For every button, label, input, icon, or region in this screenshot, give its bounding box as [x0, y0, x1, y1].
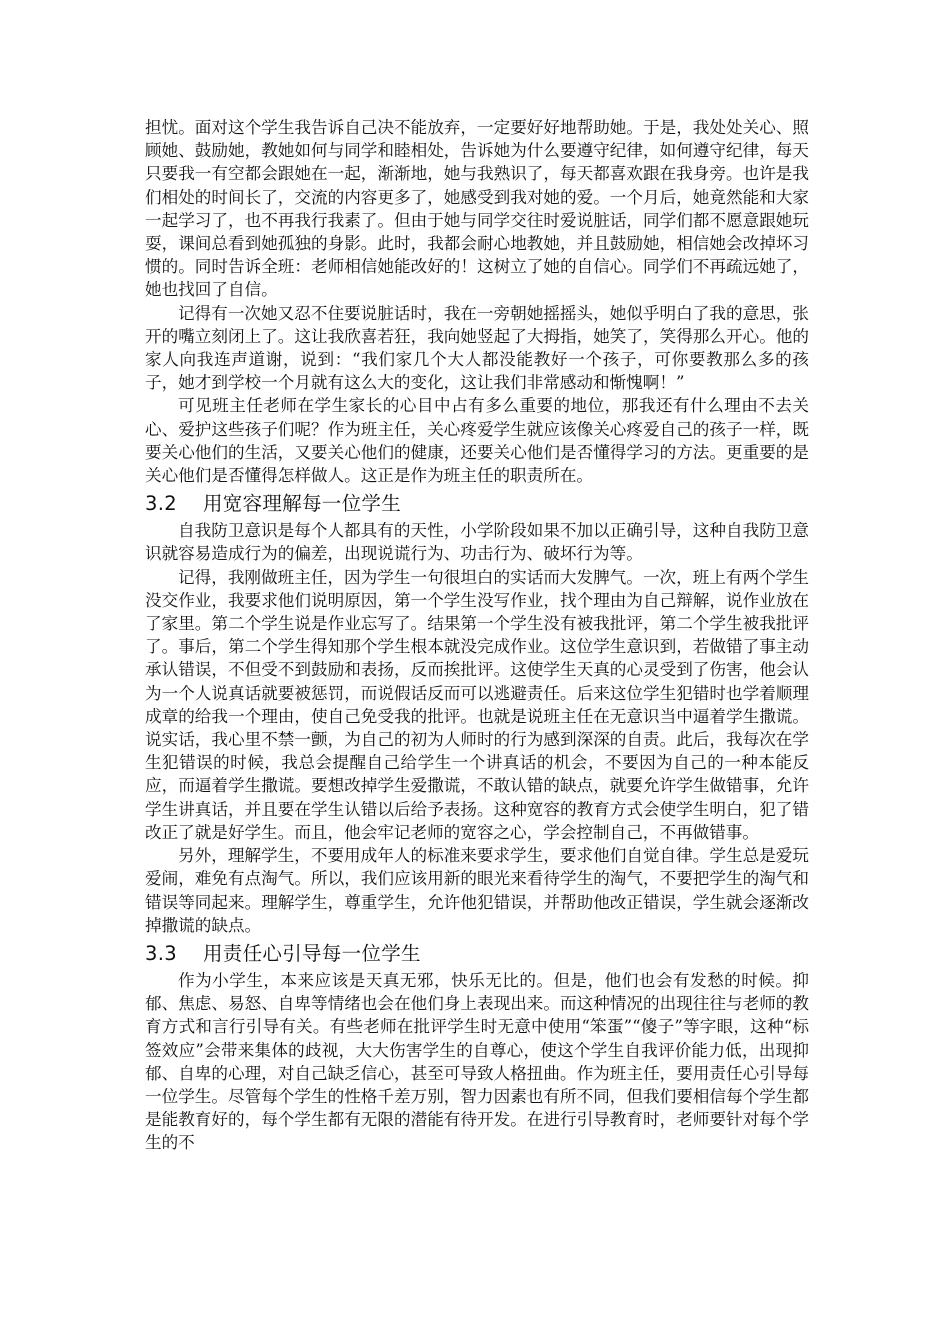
body-paragraph: 自我防卫意识是每个人都具有的天性，小学阶段如果不加以正确引导，这种自我防卫意识就容易造成行为的偏差，出现说谎行为、功击行为、破坏行为等。: [145, 521, 809, 564]
body-paragraph: 另外，理解学生，不要用成年人的标准来要求学生，要求他们自觉自律。学生总是爱玩爱闹，难免有点淘气。所以，我们应该用新的眼光来看待学生的淘气，不要把学生的淘气和错误等同起来。理解学生，尊重学生，允许他犯错误，并帮助他改正错误，学生就会逐渐改掉撒谎的缺点。: [145, 846, 809, 935]
body-paragraph: 记得，我刚做班主任，因为学生一句很坦白的实话而大发脾气。一次，班上有两个学生没交作业，我要求他们说明原因，第一个学生没写作业，找个理由为自己辩解，说作业放在了家里。第二个学生说是作业忘写了。结果第一个学生没有被我批评，第二个学生被我批评了。事后，第二个学生得知那个学生根本就没完成作业。这位学生意识到，若做错了事主动承认错误，不但受不到鼓励和表扬，反而挨批评。这使学生天真的心灵受到了伤害，他会认为一个人说真话就要被惩罚，而说假话反而可以逃避责任。后来这位学生犯错时也学着顺理成章的给我一个理由，使自己免受我的批评。也就是说班主任在无意识当中逼着学生撒谎。说实话，我心里不禁一颤，为自己的初为人师时的行为感到深深的自责。此后，我每次在学生犯错误的时候，我总会提醒自己给学生一个讲真话的机会，不要因为自己的一种本能反应，而逼着学生撒谎。要想改掉学生爱撒谎，不敢认错的缺点，就要允许学生做错事，允许学生讲真话，并且要在学生认错以后给予表扬。这种宽容的教育方式会使学生明白，犯了错改正了就是好学生。而且，他会牢记老师的宽容之心，学会控制自己，不再做错事。: [145, 567, 809, 842]
section-title: 用宽容理解每一位学生: [203, 492, 402, 516]
body-paragraph: 作为小学生，本来应该是天真无邪，快乐无比的。但是，他们也会有发愁的时候。抑郁、焦虑、易怒、自卑等情绪也会在他们身上表现出来。而这种情况的出现往往与老师的教育方式和言行引导有关。有些老师在批评学生时无意中使用“笨蛋”“傻子”等字眼，这种“标签效应”会带来集体的歧视，大大伤害学生的自尊心，使这个学生自我评价能力低，出现抑郁、自卑的心理，对自己缺乏信心，甚至可导致人格扭曲。作为班主任，要用责任心引导每一位学生。尽管每个学生的性格千差万别，智力因素也有所不同，但我们要相信每个学生都是能教育好的，每个学生都有无限的潜能有待开发。在进行引导教育时，老师要针对每个学生的不: [145, 970, 809, 1153]
body-paragraph: 记得有一次她又忍不住要说脏话时，我在一旁朝她摇摇头，她似乎明白了我的意思，张开的嘴立刻闭上了。这让我欣喜若狂，我向她竖起了大拇指，她笑了，笑得那么开心。他的家人向我连声道谢，说到：“我们家几个大人都没能教好一个孩子，可你要教那么多的孩子，她才到学校一个月就有这么大的变化，这让我们非常感动和惭愧啊！”: [145, 303, 809, 393]
section-number: 3.2: [145, 492, 177, 516]
section-title: 用责任心引导每一位学生: [203, 941, 421, 965]
body-paragraph: 可见班主任老师在学生家长的心目中占有多么重要的地位，那我还有什么理由不去关心、爱护这些孩子们呢？作为班主任，关心疼爱学生就应该像关心疼爱自己的孩子一样，既要关心他们的生活，又要关心他们的健康，还要关心他们是否懂得学习的方法。更重要的是关心他们是否懂得怎样做人。这正是作为班主任的职责所在。: [145, 396, 809, 486]
section-heading-3-2: [145, 489, 809, 519]
body-paragraph: 担忧。面对这个学生我告诉自己决不能放弃，一定要好好地帮助她。于是，我处处关心、照顾她、鼓励她，教她如何与同学和睦相处，告诉她为什么要遵守纪律，如何遵守纪律，每天只要我一有空都会跟她在一起，渐渐地，她与我熟识了，每天都喜欢跟在我身旁。也许是我们相处的时间长了，交流的内容更多了，她感受到我对她的爱。一个月后，她竟然能和大家一起学习了，也不再我行我素了。但由于她与同学交往时爱说脏话，同学们都不愿意跟她玩耍，课间总看到她孤独的身影。此时，我都会耐心地教她，并且鼓励她，相信她会改掉坏习惯的。同时告诉全班：老师相信她能改好的！这树立了她的自信心。同学们不再疏远她了，她也找回了自信。: [145, 118, 809, 300]
document-page: [145, 116, 809, 1155]
section-number: 3.3: [145, 941, 177, 965]
section-heading-3-3: [145, 939, 809, 969]
